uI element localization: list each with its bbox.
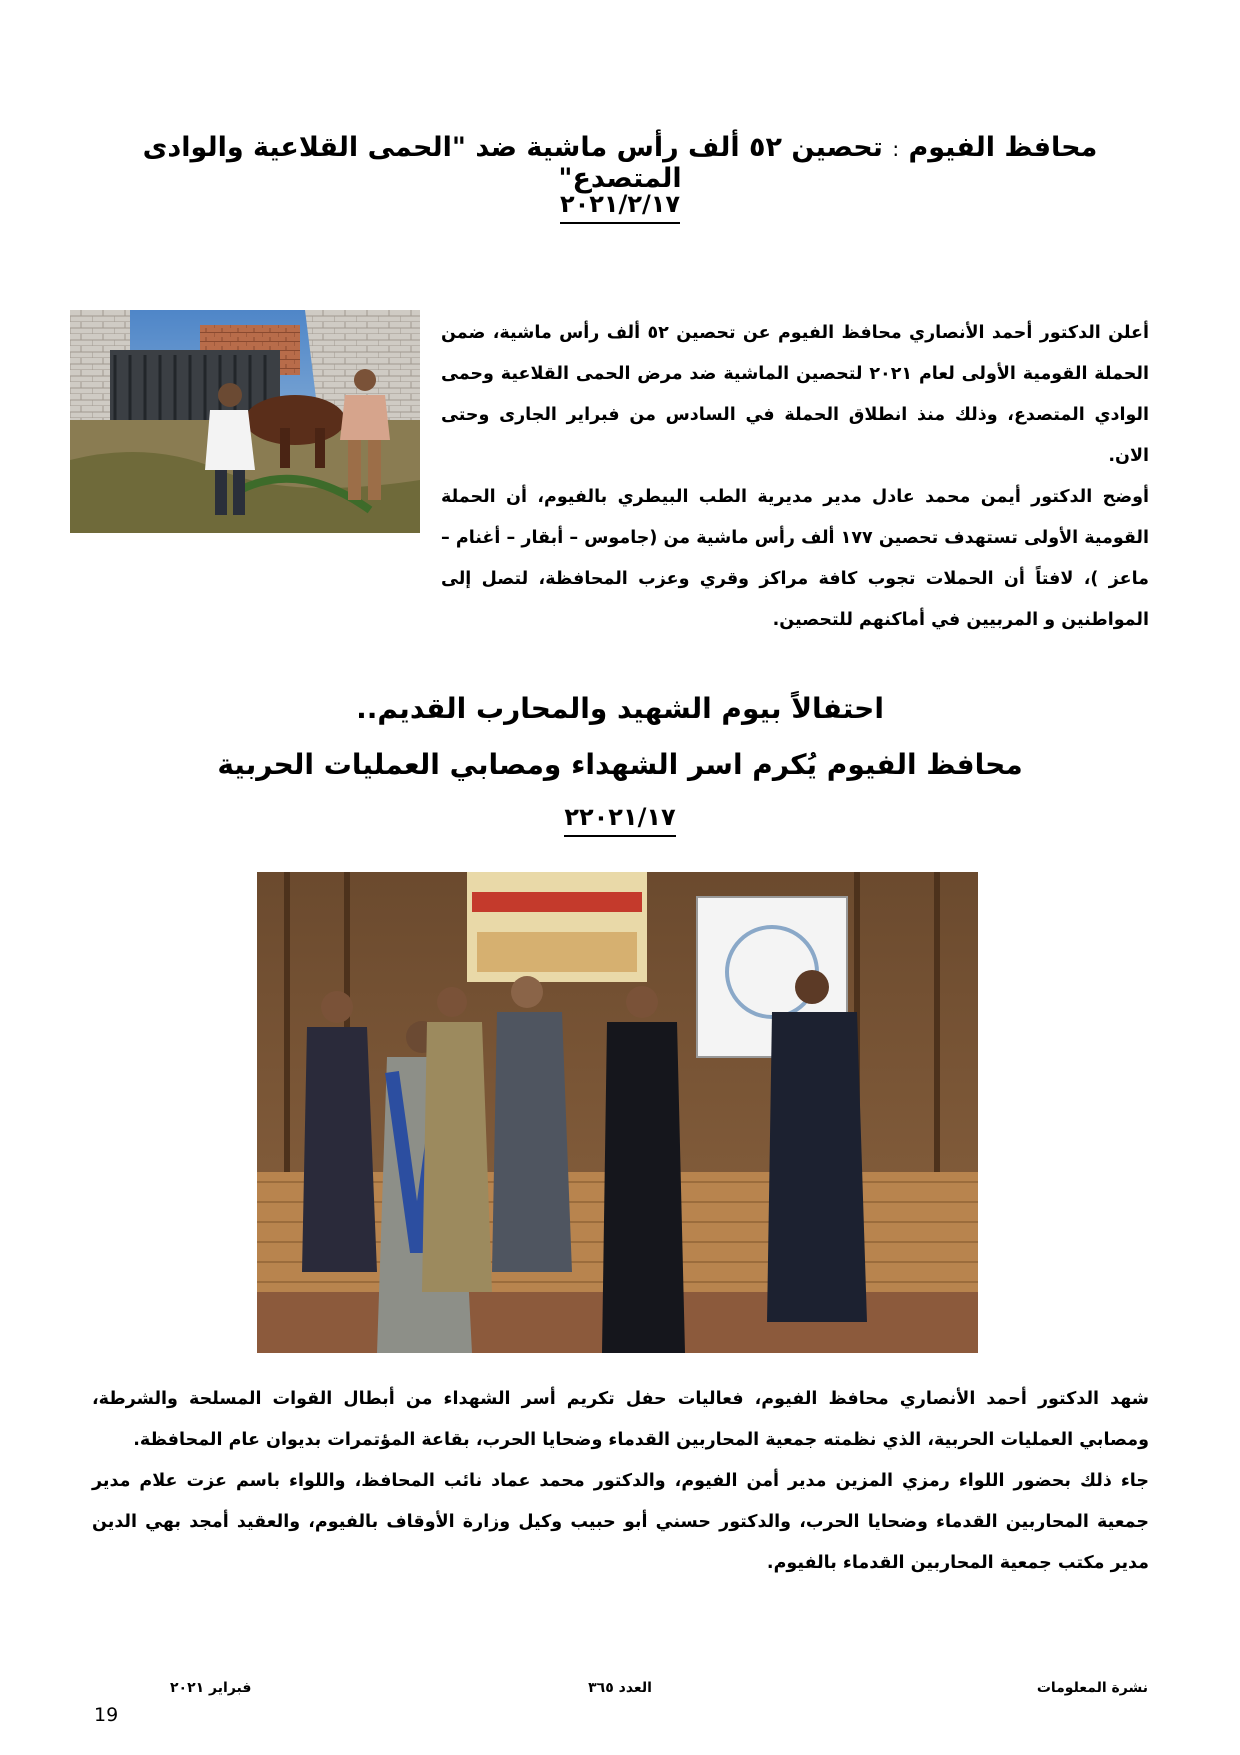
article1-title (120, 132, 1120, 194)
article1-title-part1: محافظ الفيوم (908, 132, 1098, 163)
article2-date-text: ٢٢٠٢١/١٧ (564, 803, 675, 837)
article2-paragraph: شهد الدكتور أحمد الأنصاري محافظ الفيوم، فعاليات حفل تكريم أسر الشهداء من أبطال القوات المسلحة والشرطة، ومصابي العمليات الحربية، الذي نظمته جمعية المحاربين القدماء وضحايا الحرب، بقاعة المؤتمرات بديوان عام المحافظة. (92, 1389, 1149, 1450)
footer-issue: العدد ٣٦٥ (588, 1680, 652, 1696)
article2-date (0, 803, 1240, 837)
article1-body (441, 313, 1149, 641)
article1-title-part2: تحصين ٥٢ ألف رأس ماشية ضد "الحمى القلاعية والوادى المتصدع" (142, 132, 883, 194)
article1-title-separator: : (892, 137, 900, 161)
article2-title-line1: احتفالاً بيوم الشهيد والمحارب القديم.. (356, 692, 884, 725)
footer-month: فبراير ٢٠٢١ (170, 1680, 252, 1696)
article1-paragraph: أعلن الدكتور أحمد الأنصاري محافظ الفيوم عن تحصين ٥٢ ألف رأس ماشية، ضمن الحملة القومية الأولى لعام ٢٠٢١ لتحصين الماشية ضد مرض الحمى القلاعية وحمى الوادي المتصدع، وذلك منذ انطلاق الحملة في السادس من فبراير الجارى وحتى الان. (441, 323, 1149, 466)
article2-body (92, 1379, 1149, 1584)
footer-publication: نشرة المعلومات (1036, 1680, 1148, 1696)
article1-paragraph: أوضح الدكتور أيمن محمد عادل مدير مديرية الطب البيطري بالفيوم، أن الحملة القومية الأولى تستهدف تحصين ١٧٧ ألف رأس ماشية من (جاموس – أبقار – أغنام – ماعز )، لافتاً أن الحملات تجوب كافة مراكز وقري وعزب المحافظة، لتصل إلى المواطنين و المربيين في أماكنهم للتحصين. (441, 487, 1149, 630)
article1-date (0, 190, 1240, 224)
article1-date-text: ٢٠٢١/٢/١٧ (560, 190, 680, 224)
ceremony-photo (257, 872, 978, 1353)
article2-paragraph: جاء ذلك بحضور اللواء رمزي المزين مدير أمن الفيوم، والدكتور محمد عماد نائب المحافظ، واللواء باسم عزت علام مدير جمعية المحاربين القدماء وضحايا الحرب، والدكتور حسني أبو حبيب وكيل وزارة الأوقاف بالفيوم، والعقيد أمجد بهي الدين مدير مكتب جمعية المحاربين القدماء بالفيوم. (92, 1471, 1149, 1573)
page-number: 19 (94, 1704, 119, 1726)
article2-title-line2: محافظ الفيوم يُكرم اسر الشهداء ومصابي العمليات الحربية (217, 748, 1023, 781)
vaccination-photo (70, 310, 420, 533)
